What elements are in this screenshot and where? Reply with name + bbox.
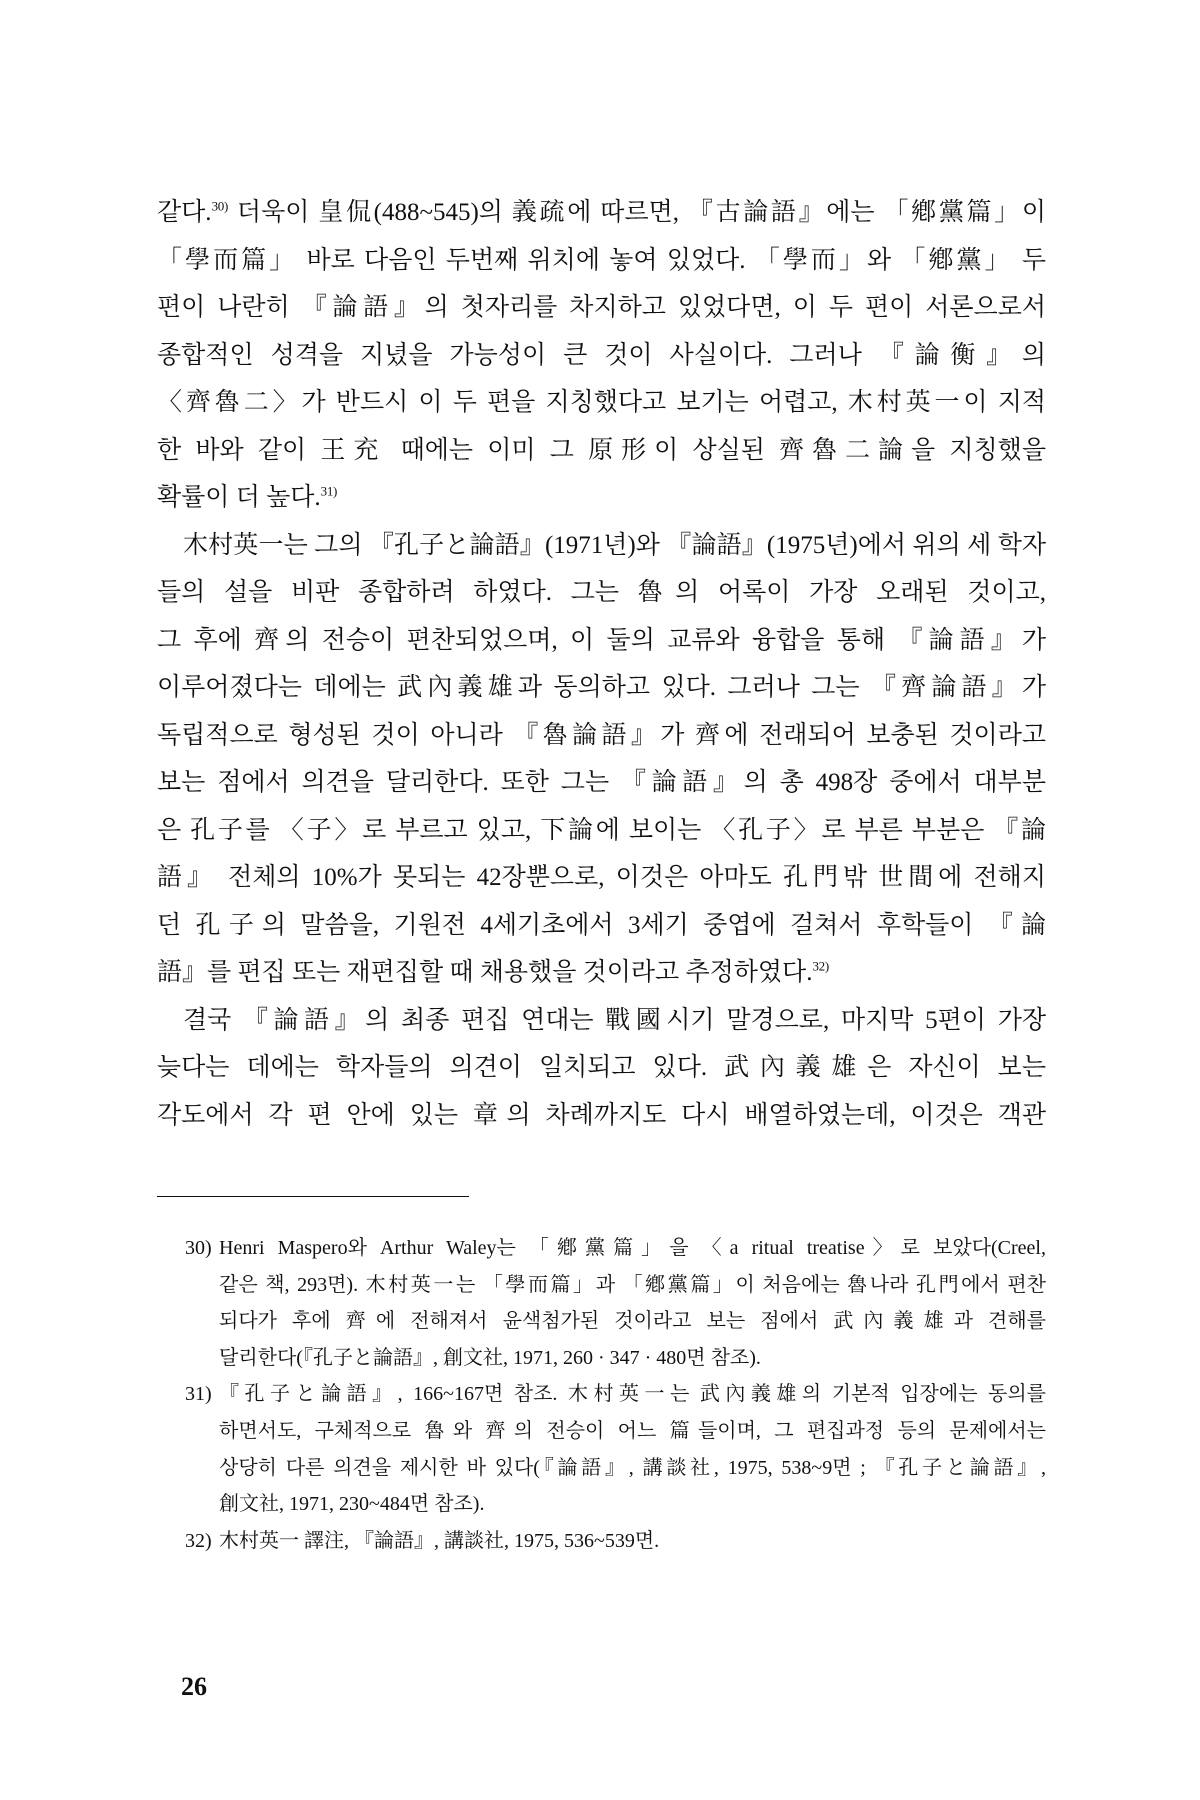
line-text: 「學而篇」 바로 다음인 두번째 위치에 놓여 있었다. 「學而」와 「鄕黨」 두 (157, 246, 1046, 274)
line-text: 독립적으로 형성된 것이 아니라 『魯論語』가 齊에 전래되어 보충된 것이라고 (157, 721, 1046, 749)
line-text: 확률이 더 높다. (157, 484, 321, 511)
footnote-line (219, 1267, 1046, 1304)
footnote-text: 상당히 다른 의견을 제시한 바 있다(『論語』, 講談社, 1975, 538~9면 ; 『孔子と論語』, (219, 1456, 1046, 1479)
text-line (157, 1044, 1046, 1092)
footnote-text: 되다가 후에 齊에 전해져서 윤색첨가된 것이라고 보는 점에서 武內義雄과 견해를 (219, 1310, 1046, 1333)
line-text: 木村英一는 그의 『孔子と論語』(1971년)와 『論語』(1975년)에서 위의 세 학자 (183, 531, 1046, 559)
text-line (157, 997, 1046, 1045)
footnote-text: 創文社, 1971, 230~484면 참조). (219, 1493, 485, 1516)
text-line (157, 664, 1046, 712)
line-text: 던 孔子의 말씀을, 기원전 4세기초에서 3세기 중엽에 걸쳐서 후학들이 『論 (157, 911, 1046, 939)
footnote-marker: 32) (185, 1529, 212, 1552)
text-line (157, 189, 1046, 237)
text-line (157, 284, 1046, 332)
text-line (157, 807, 1046, 855)
footnote (157, 1523, 1046, 1560)
text-line (157, 1092, 1046, 1140)
page-number: 26 (181, 1672, 207, 1701)
text-line (157, 949, 1046, 997)
text-line (157, 617, 1046, 665)
line-text: 결국 『論語』의 최종 편집 연대는 戰國시기 말경으로, 마지막 5편이 가장 (183, 1006, 1046, 1034)
text-line (157, 379, 1046, 427)
line-text: 이루어졌다는 데에는 武內義雄과 동의하고 있다. 그러나 그는 『齊論語』가 (157, 674, 1046, 701)
text-line (157, 759, 1046, 807)
footnote-marker: 30) (185, 1237, 212, 1259)
footnote-marker: 31) (185, 1383, 212, 1406)
footnote-ref: 30) (211, 198, 228, 214)
paragraph (157, 997, 1046, 1140)
footnote-text: 木村英一 譯注, 『論語』, 講談社, 1975, 536~539면. (219, 1529, 660, 1552)
line-text: 같다. (157, 199, 212, 226)
footnote-line (219, 1340, 1046, 1377)
footnote-line (185, 1523, 1046, 1560)
footnote-ref: 31) (320, 483, 338, 499)
line-text: 들의 설을 비판 종합하려 하였다. 그는 魯의 어록이 가장 오래된 것이고, (157, 579, 1046, 606)
footnote-line (185, 1230, 1046, 1267)
line-text: 〈齊魯二〉가 반드시 이 두 편을 지칭했다고 보기는 어렵고, 木村英一이 지적 (157, 389, 1046, 416)
footnotes (157, 1230, 1046, 1559)
footnote-ref: 32) (812, 958, 829, 974)
footnote-line (219, 1303, 1046, 1340)
footnote (157, 1230, 1046, 1376)
footnote-separator (157, 1196, 469, 1197)
footnote-text: 달리한다(『孔子と論語』, 創文社, 1971, 260 · 347 · 480면 참조). (219, 1346, 761, 1369)
text-line (157, 854, 1046, 902)
line-text: 語』 전체의 10%가 못되는 42장뿐으로, 이것은 아마도 孔門밖 世間에 전해지 (157, 864, 1046, 891)
text-line (157, 522, 1046, 570)
text-line (157, 474, 1046, 522)
line-text: 語』를 편집 또는 재편집할 때 채용했을 것이라고 추정하였다. (157, 959, 813, 986)
line-text: 더욱이 皇侃(488~545)의 義疏에 따르면, 『古論語』에는 「鄕黨篇」이 (228, 199, 1046, 226)
text-line (157, 569, 1046, 617)
paragraph (157, 522, 1046, 997)
body-text (157, 189, 1046, 1139)
text-line (157, 427, 1046, 475)
footnote-line (185, 1376, 1046, 1413)
text-line (157, 712, 1046, 760)
line-text: 그 후에 齊의 전승이 편찬되었으며, 이 둘의 교류와 융합을 통해 『論語』가 (157, 626, 1046, 654)
footnote (157, 1376, 1046, 1522)
line-text: 은 孔子를 〈子〉로 부르고 있고, 下論에 보이는 〈孔子〉로 부른 부분은 『論 (157, 816, 1046, 844)
text-line (157, 332, 1046, 380)
line-text: 보는 점에서 의견을 달리한다. 또한 그는 『論語』의 총 498장 중에서 대부분 (157, 769, 1046, 796)
footnote-text: Henri Maspero와 Arthur Waley는 「鄕黨篇」을 〈a ritual treatise〉로 보았다(Creel, (219, 1237, 1046, 1259)
line-text: 종합적인 성격을 지녔을 가능성이 큰 것이 사실이다. 그러나 『論衡』의 (157, 341, 1046, 369)
line-text: 늦다는 데에는 학자들의 의견이 일치되고 있다. 武內義雄은 자신이 보는 (157, 1054, 1046, 1081)
line-text: 각도에서 각 편 안에 있는 章의 차례까지도 다시 배열하였는데, 이것은 객관 (157, 1101, 1046, 1129)
footnote-text: 같은 책, 293면). 木村英一는 「學而篇」과 「鄕黨篇」이 처음에는 魯나라 孔門에서 편찬 (219, 1273, 1046, 1296)
footnote-text: 『孔子と論語』, 166~167면 참조. 木村英一는 武內義雄의 기본적 입장에는 동의를 (219, 1383, 1046, 1406)
paragraph (157, 189, 1046, 522)
footnote-line (219, 1450, 1046, 1487)
footnote-line (219, 1413, 1046, 1450)
footnote-line (219, 1486, 1046, 1523)
text-line (157, 902, 1046, 950)
footnote-text: 하면서도, 구체적으로 魯와 齊의 전승이 어느 篇들이며, 그 편집과정 등의 문제에서는 (219, 1419, 1046, 1442)
text-line (157, 237, 1046, 285)
line-text: 편이 나란히 『論語』의 첫자리를 차지하고 있었다면, 이 두 편이 서론으로서 (157, 294, 1046, 321)
line-text: 한 바와 같이 王充 때에는 이미 그 原形이 상실된 齊魯二論을 지칭했을 (157, 436, 1046, 464)
